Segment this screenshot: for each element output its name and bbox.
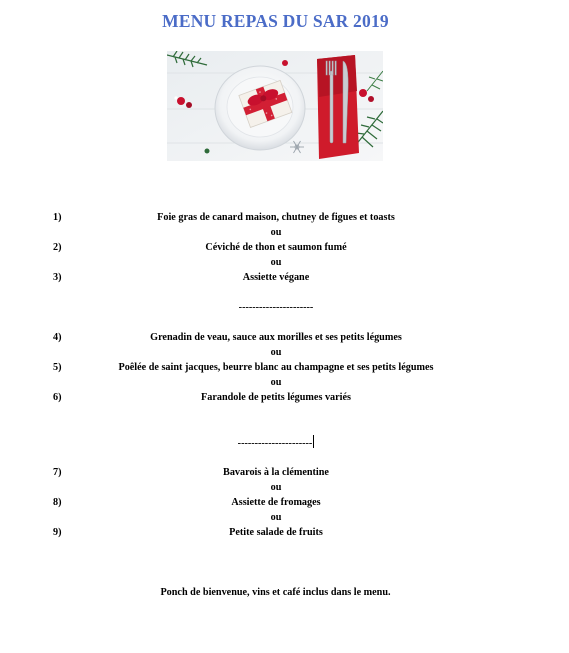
item-number: 9) — [53, 527, 62, 538]
list-item — [0, 256, 569, 270]
item-text: Céviché de thon et saumon fumé — [205, 242, 347, 253]
item-number: 2) — [53, 242, 62, 253]
item-number: 1) — [53, 212, 62, 223]
list-item — [0, 481, 569, 495]
or-text: ou — [270, 512, 282, 523]
list-item — [0, 241, 569, 255]
item-number: 7) — [53, 467, 62, 478]
item-text: Farandole de petits légumes variés — [201, 392, 351, 403]
item-text: Petite salade de fruits — [229, 527, 323, 538]
list-item — [0, 211, 569, 225]
item-text: Bavarois à la clémentine — [223, 467, 329, 478]
or-text: ou — [270, 377, 282, 388]
list-item — [0, 496, 569, 510]
list-item — [0, 391, 569, 405]
or-text: ou — [270, 257, 282, 268]
item-text: Assiette de fromages — [231, 497, 321, 508]
item-number: 6) — [53, 392, 62, 403]
or-text: ou — [270, 227, 282, 238]
list-item — [0, 376, 569, 390]
list-item — [0, 361, 569, 375]
item-number: 5) — [53, 362, 62, 373]
separator-dashes: ---------------------- — [237, 438, 313, 449]
item-text: Grenadin de veau, sauce aux morilles et ses petits légumes — [150, 332, 402, 343]
section-separator — [0, 301, 569, 315]
christmas-table-setting-image — [167, 51, 383, 161]
item-text: Assiette végane — [242, 272, 310, 283]
separator-wrap — [60, 435, 492, 451]
list-item — [0, 346, 569, 360]
section-separator — [0, 435, 569, 449]
footer-note: Ponch de bienvenue, vins et café inclus dans le menu. — [160, 587, 391, 598]
item-number: 8) — [53, 497, 62, 508]
item-number: 4) — [53, 332, 62, 343]
or-text: ou — [270, 347, 282, 358]
separator-dashes: ---------------------- — [238, 302, 314, 313]
list-item — [0, 271, 569, 285]
text-cursor — [313, 435, 314, 448]
or-text: ou — [270, 482, 282, 493]
list-item — [0, 511, 569, 525]
list-item — [0, 331, 569, 345]
list-item — [0, 466, 569, 480]
menu-title: MENU REPAS DU SAR 2019 — [162, 11, 389, 31]
item-number: 3) — [53, 272, 62, 283]
item-text: Poêlée de saint jacques, beurre blanc au champagne et ses petits légumes — [118, 362, 434, 373]
list-item — [0, 526, 569, 540]
item-text: Foie gras de canard maison, chutney de figues et toasts — [157, 212, 395, 223]
list-item — [0, 226, 569, 240]
